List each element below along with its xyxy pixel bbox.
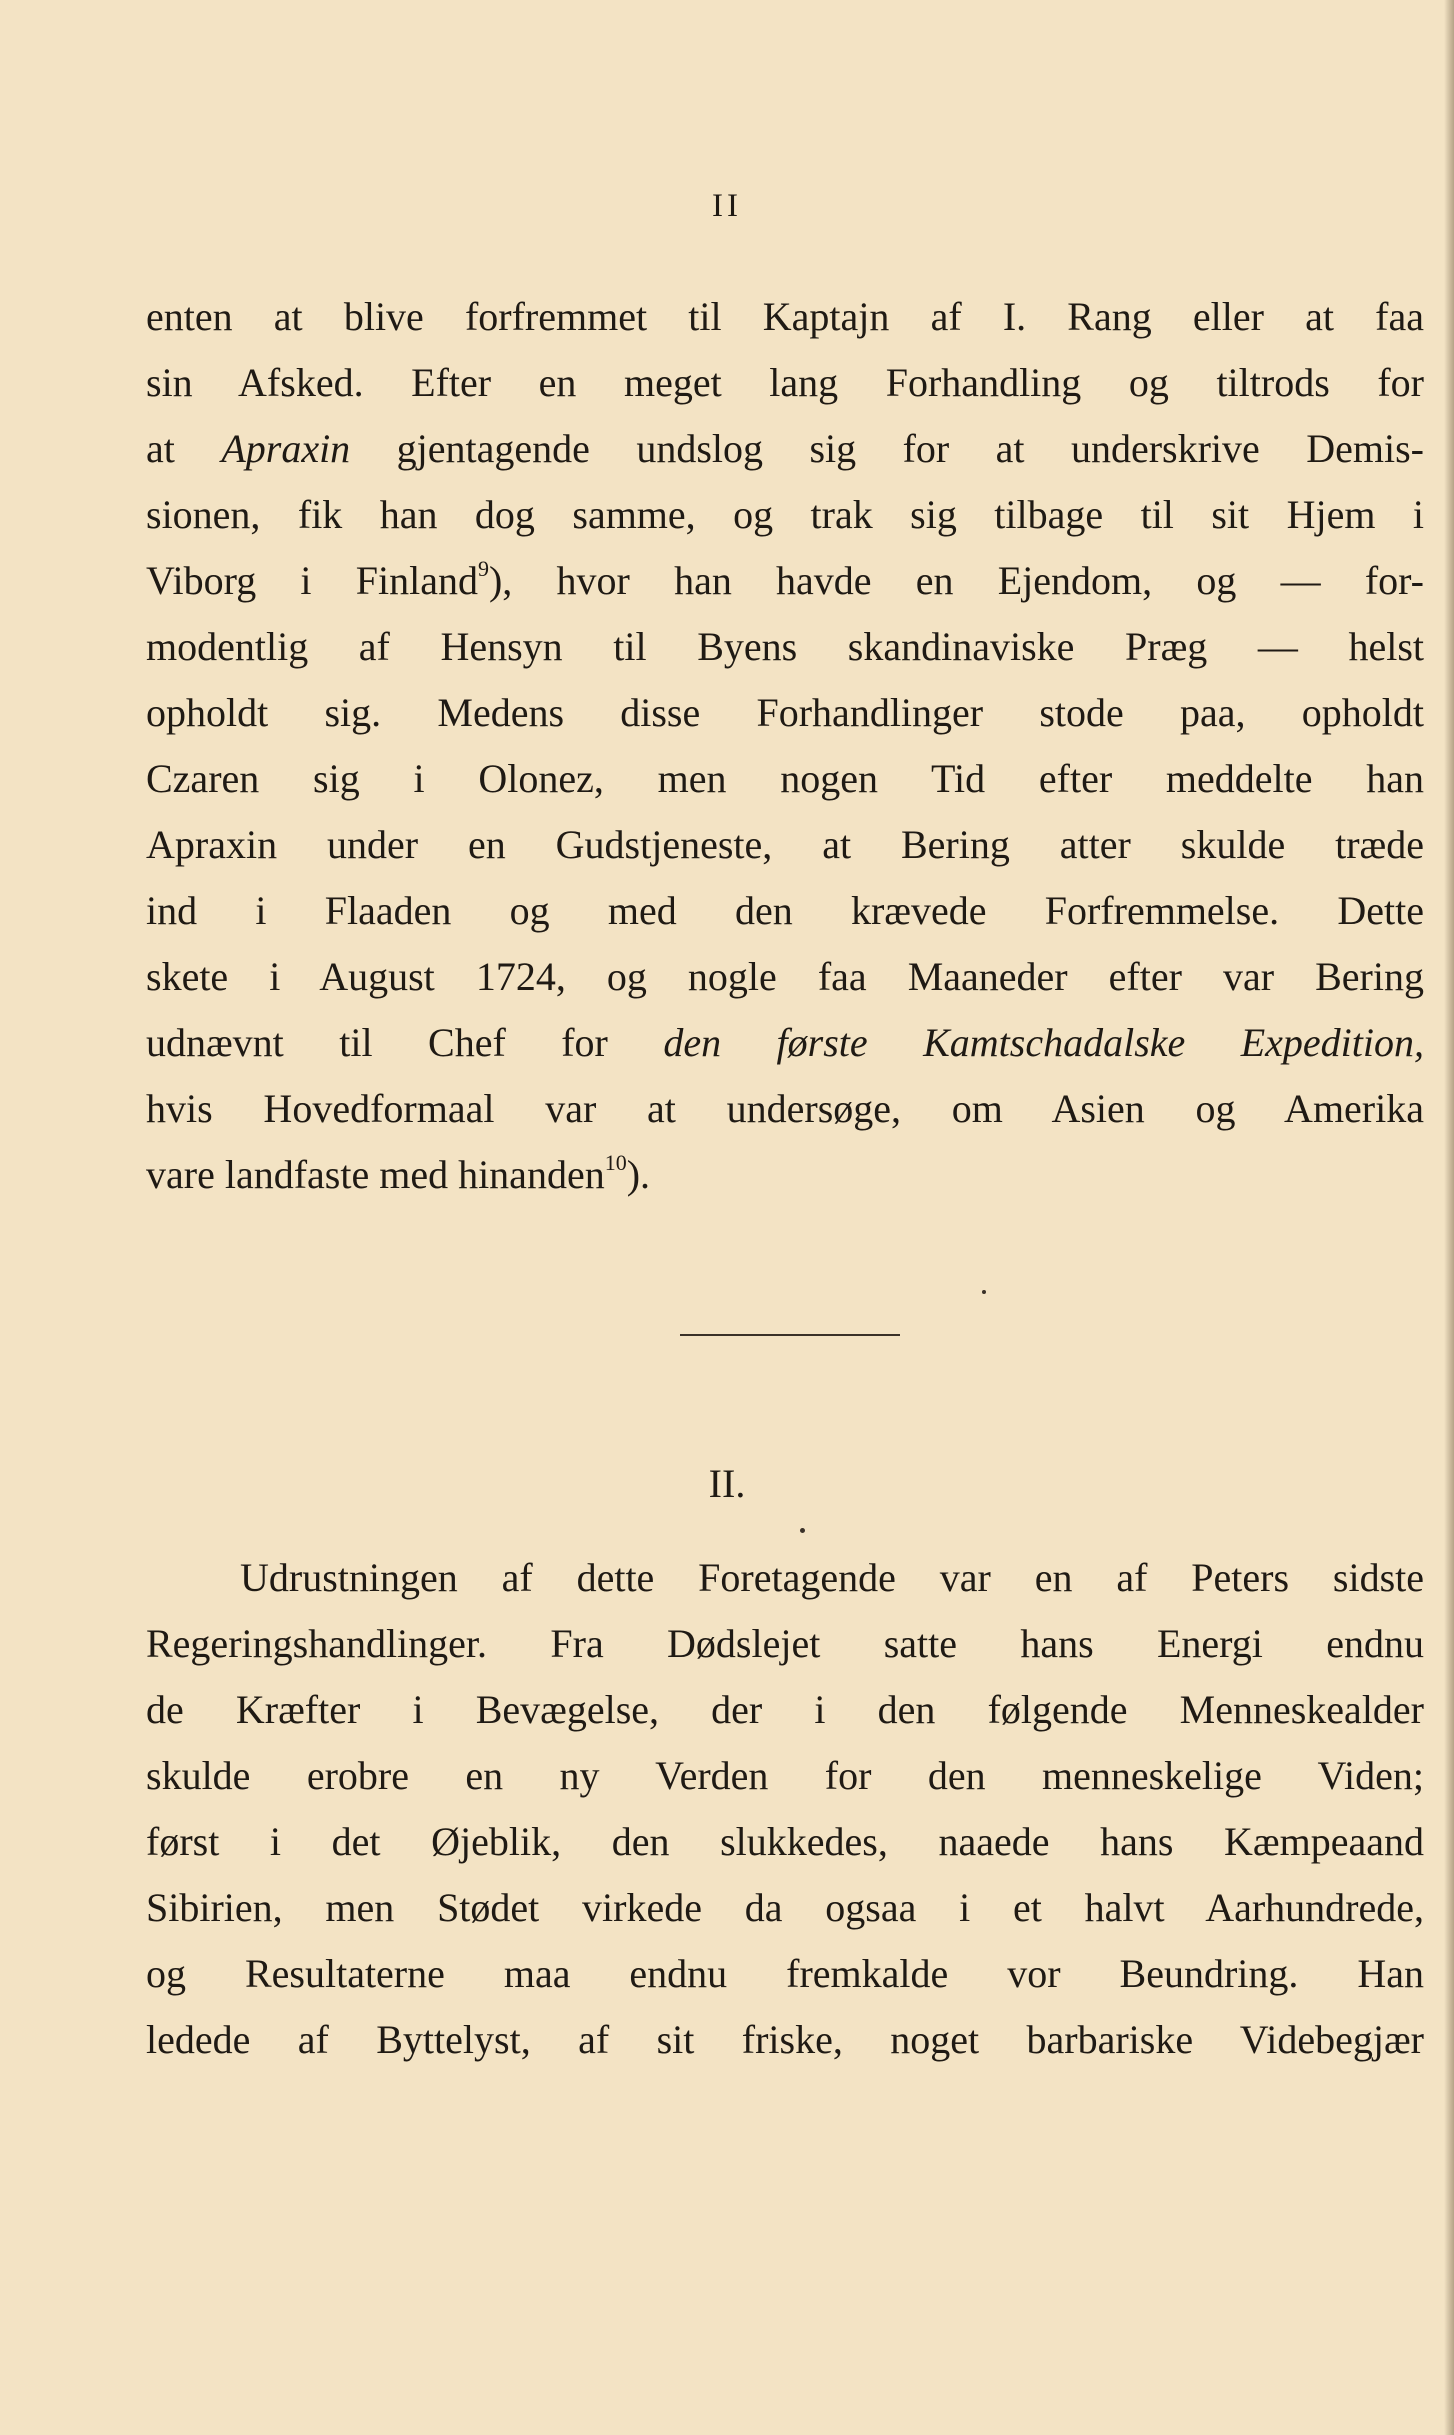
print-speck	[800, 1528, 805, 1533]
text-line: at Apraxin gjentagende undslog sig for at underskrive Demis-	[146, 426, 1424, 471]
text-line: enten at blive forfremmet til Kaptajn af I. Rang eller at faa	[146, 294, 1424, 339]
italic-expedition-title: den første Kamtschadalske Expedition,	[663, 1020, 1425, 1065]
text-line: Regeringshandlinger. Fra Dødslejet satte hans Energi endnu	[146, 1621, 1424, 1666]
text-line: og Resultaterne maa endnu fremkalde vor Beundring. Han	[146, 1951, 1424, 1996]
page-edge-shadow	[1444, 0, 1454, 2435]
text-line: modentlig af Hensyn til Byens skandinaviske Præg — helst	[146, 624, 1424, 669]
text-line: udnævnt til Chef for den første Kamtschadalske Expedition,	[146, 1020, 1425, 1065]
paragraph-continued	[146, 284, 1424, 1208]
text-line: Sibirien, men Stødet virkede da ogsaa i et halvt Aarhundrede,	[146, 1885, 1424, 1930]
text-line: opholdt sig. Medens disse Forhandlinger stode paa, opholdt	[146, 690, 1424, 735]
print-speck	[982, 1290, 986, 1294]
text-line: Udrustningen af dette Foretagende var en af Peters sidste	[240, 1555, 1424, 1600]
text-line: sin Afsked. Efter en meget lang Forhandling og tiltrods for	[146, 360, 1424, 405]
footnote-marker: 9	[477, 556, 489, 581]
text-line: Czaren sig i Olonez, men nogen Tid efter meddelte han	[146, 756, 1424, 801]
section-divider	[680, 1334, 900, 1336]
footnote-marker: 10	[604, 1150, 627, 1175]
text-line: Viborg i Finland$^9$), hvor han havde en Ejendom, og — for-	[146, 556, 1424, 603]
text-line: sionen, fik han dog samme, og trak sig tilbage til sit Hjem i	[146, 492, 1424, 537]
section-heading: II.	[708, 1461, 746, 1506]
page-number: II	[712, 188, 742, 224]
text-line: Apraxin under en Gudstjeneste, at Bering atter skulde træde	[146, 822, 1424, 867]
italic-name-apraxin: Apraxin	[221, 426, 351, 471]
text-line: skulde erobre en ny Verden for den menneskelige Viden;	[146, 1753, 1424, 1798]
text-line: først i det Øjeblik, den slukkedes, naaede hans Kæmpeaand	[146, 1819, 1424, 1864]
text-line: vare landfaste med hinanden$^{10}$).	[146, 1150, 651, 1197]
text-line: de Kræfter i Bevægelse, der i den følgende Menneskealder	[146, 1687, 1424, 1732]
text-line: ind i Flaaden og med den krævede Forfremmelse. Dette	[146, 888, 1424, 933]
text-line: hvis Hovedformaal var at undersøge, om Asien og Amerika	[146, 1086, 1424, 1131]
text-line: ledede af Byttelyst, af sit friske, noget barbariske Videbegjær	[146, 2017, 1424, 2062]
text-line: skete i August 1724, og nogle faa Maaneder efter var Bering	[146, 954, 1424, 999]
paragraph-section-two	[146, 1545, 1424, 2073]
